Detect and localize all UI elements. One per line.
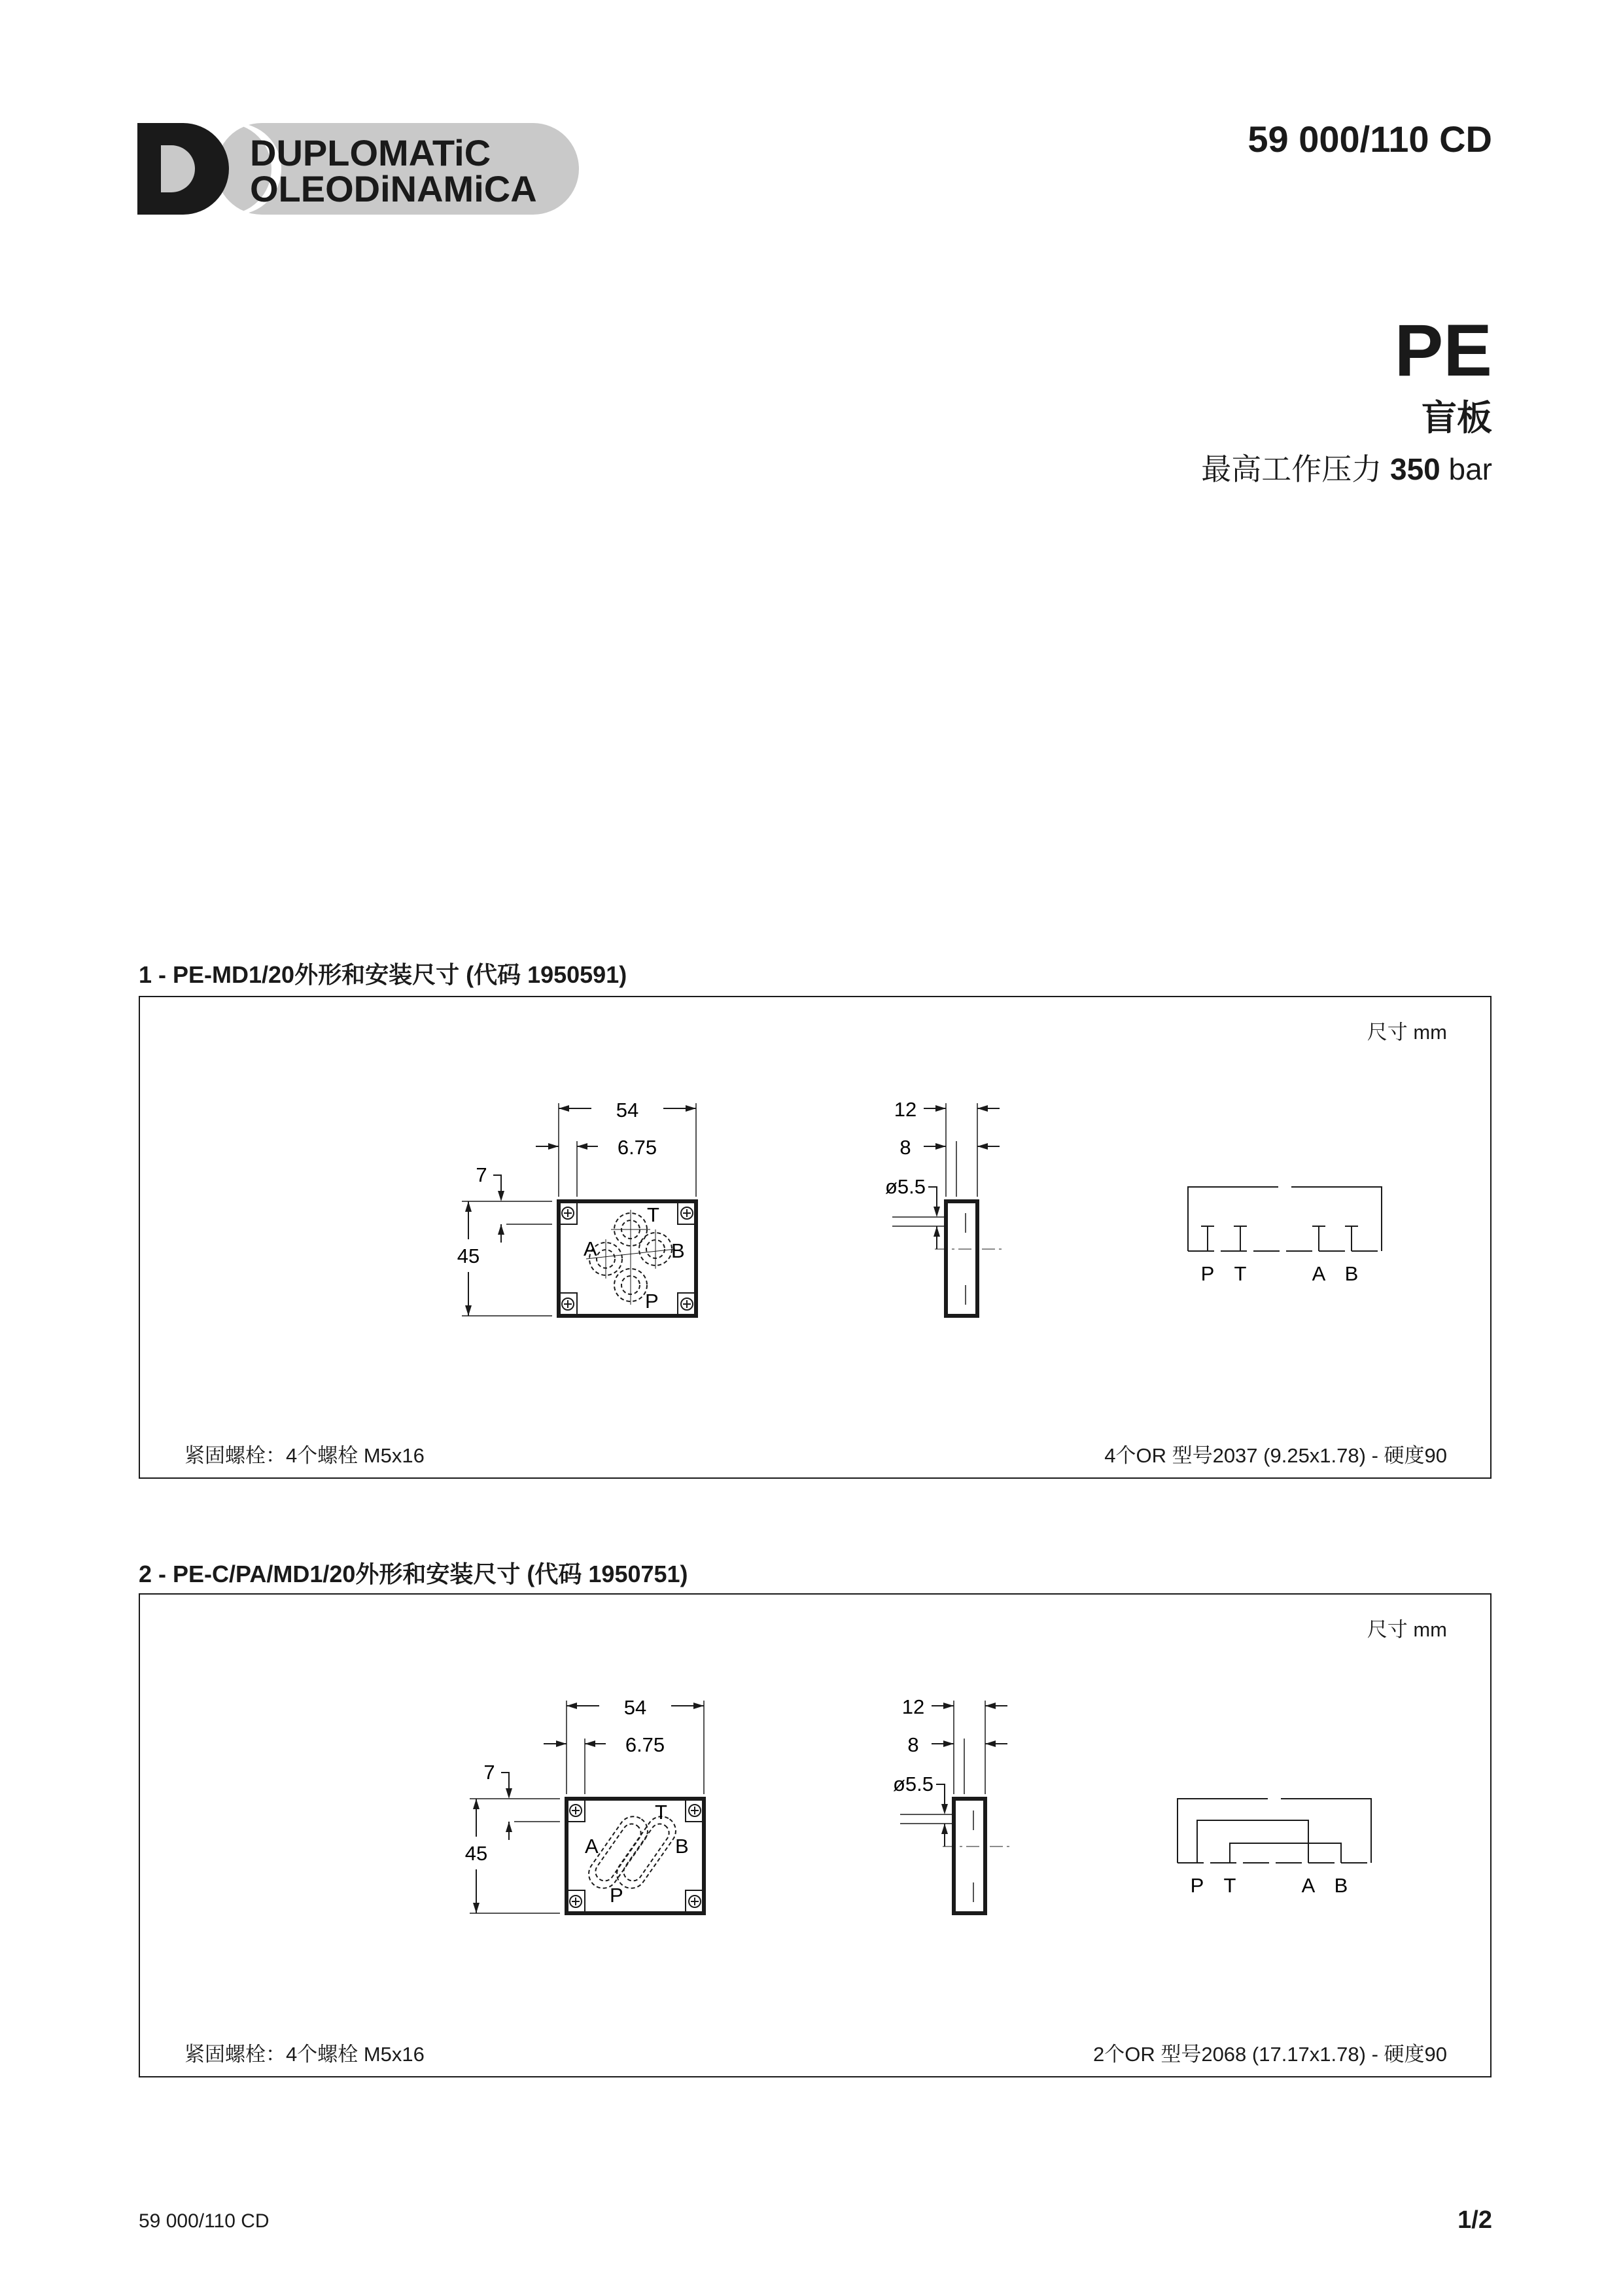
s1-symbol-port-t: T — [1234, 1262, 1247, 1285]
s1-oring-note: 4个OR 型号2037 (9.25x1.78) - 硬度90 — [1104, 1444, 1447, 1467]
section-1-drawing-box — [139, 996, 1492, 1479]
s2-units-label: 尺寸 mm — [1367, 1618, 1447, 1641]
s2-dim-thickness: 12 — [901, 1695, 925, 1718]
s2-port-a: A — [585, 1835, 599, 1858]
s1-hydraulic-symbol — [1188, 1187, 1382, 1251]
logo-line1: DUPLOMATiC — [250, 132, 491, 173]
section-2-drawing — [140, 1595, 1490, 2076]
pressure-label: 最高工作压力 — [1201, 452, 1382, 486]
s2-symbol-port-a: A — [1301, 1874, 1316, 1897]
max-pressure — [1201, 446, 1492, 489]
s2-symbol-port-b: B — [1334, 1874, 1348, 1897]
product-code: PE — [1394, 309, 1492, 391]
s2-arrowheads — [473, 1703, 704, 1913]
s2-dim-height: 45 — [464, 1842, 488, 1865]
pressure-value: 350 — [1389, 452, 1440, 486]
s1-port-b: B — [671, 1239, 685, 1262]
section-1-title: 1 - PE-MD1/20外形和安装尺寸 (代码 1950591) — [139, 961, 627, 988]
s2-dim-offset: 6.75 — [625, 1733, 665, 1756]
footer-document-code: 59 000/110 CD — [139, 2210, 270, 2232]
s1-port-a: A — [584, 1237, 597, 1260]
s1-units-label: 尺寸 mm — [1367, 1021, 1447, 1044]
s1-dim-hole-dia: ø5.5 — [884, 1175, 926, 1198]
s1-bolts-note: 紧固螺栓：4个螺栓 M5x16 — [184, 1444, 425, 1467]
s2-port-b: B — [675, 1835, 689, 1858]
company-logo — [137, 116, 582, 221]
page-number: 1/2 — [1457, 2206, 1492, 2234]
s2-dim-hole-offset: 7 — [483, 1761, 495, 1784]
s1-dim-height: 45 — [457, 1245, 480, 1267]
s1-dim-thickness: 12 — [894, 1098, 917, 1121]
s2-bolts-note: 紧固螺栓：4个螺栓 M5x16 — [184, 2043, 425, 2066]
s1-port-t: T — [647, 1203, 659, 1226]
s1-dim-width: 54 — [616, 1099, 639, 1122]
s2-dim-dia-leader — [936, 1784, 945, 1807]
s2-dim-hole-dia: ø5.5 — [892, 1773, 934, 1795]
s1-symbol-port-a: A — [1312, 1262, 1326, 1285]
s1-dim-hole-leader — [493, 1175, 501, 1193]
s1-port-p: P — [645, 1290, 659, 1313]
s2-oring-note: 2个OR 型号2068 (17.17x1.78) - 硬度90 — [1092, 2043, 1447, 2066]
product-title-block — [1201, 309, 1492, 489]
product-name: 盲板 — [1422, 398, 1492, 438]
s2-port-t: T — [655, 1801, 667, 1824]
s1-symbol-port-b: B — [1344, 1262, 1359, 1285]
s2-dim-inner: 8 — [907, 1733, 919, 1756]
s1-port-centerlines — [586, 1210, 675, 1305]
section-1-drawing — [140, 997, 1490, 1477]
logo-line2: OLEODiNAMiCA — [250, 168, 537, 209]
s2-dim-width: 54 — [623, 1696, 647, 1719]
s1-arrowheads — [465, 1105, 696, 1316]
s2-side-view — [954, 1799, 985, 1913]
s2-symbol-port-p: P — [1190, 1874, 1204, 1897]
section-2-title: 2 - PE-C/PA/MD1/20外形和安装尺寸 (代码 1950751) — [139, 1561, 688, 1587]
section-2-drawing-box — [139, 1593, 1492, 2077]
s2-port-p: P — [610, 1884, 623, 1907]
document-code: 59 000/110 CD — [1248, 118, 1492, 160]
s2-hydraulic-symbol — [1178, 1799, 1371, 1863]
s2-symbol-port-t: T — [1223, 1874, 1236, 1897]
s1-dim-offset: 6.75 — [617, 1136, 657, 1159]
s1-side-view — [946, 1201, 977, 1316]
s1-dim-dia-leader — [928, 1187, 937, 1210]
s1-dim-inner: 8 — [899, 1136, 911, 1159]
s1-symbol-port-p: P — [1200, 1262, 1215, 1285]
s1-dim-hole-offset: 7 — [476, 1163, 487, 1186]
pressure-unit: bar — [1448, 452, 1492, 486]
s2-dim-hole-leader — [501, 1773, 509, 1791]
